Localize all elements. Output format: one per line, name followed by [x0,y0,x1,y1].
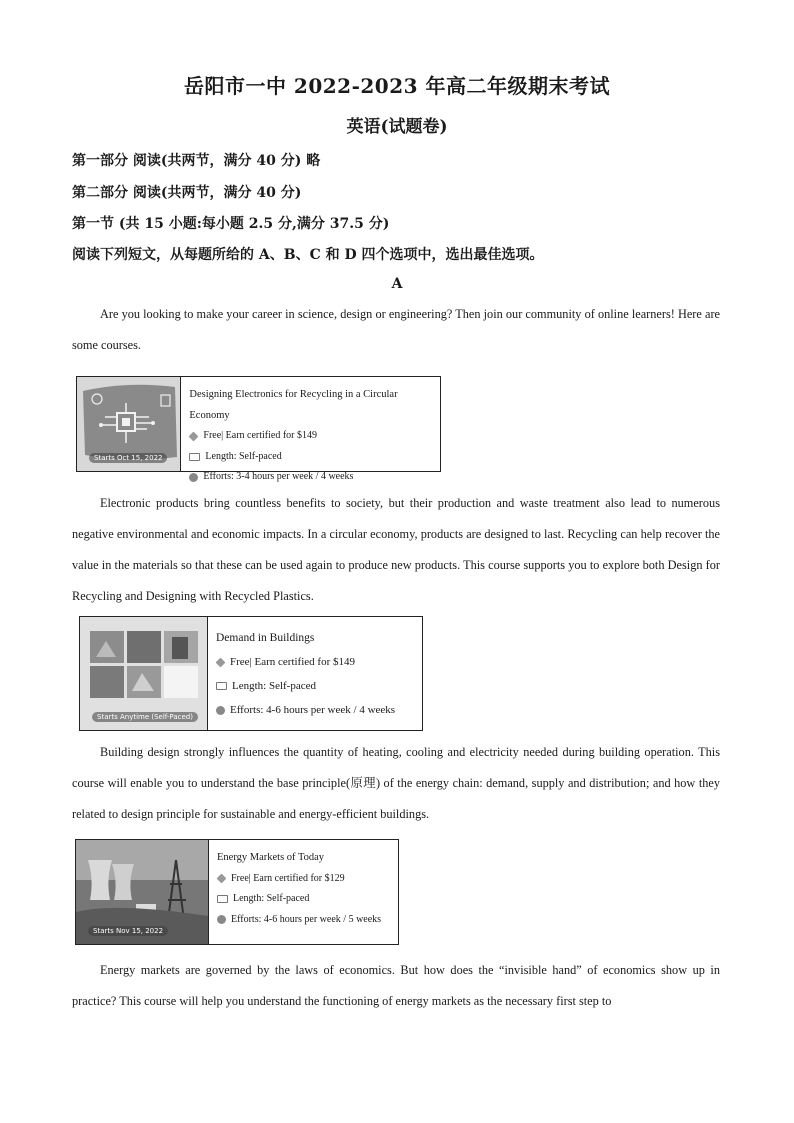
section1-heading: 第一节 (共 15 小题:每小题 2.5 分,满分 37.5 分) [72,216,390,232]
intro-text: Are you looking to make your career in science, design or engineering? Then join our community of online learners! Here are some courses. [72,307,720,352]
course-description-text-1: Electronic products bring countless benefits to society, but their production and waste treatment also lead to numerous negative environmental and economic impacts. In a circular economy, products are designed to last. Recycling can help recover the value in the materials so that these can be used again to produce new products. This course supports you to explore both Design for Recycling and Designing with Recycled Plastics. [72,496,720,603]
course-thumbnail-1 [77,377,181,471]
intro-paragraph [72,299,720,361]
exam-title: 岳阳市一中 2022-2023 年高二年级期末考试 [183,74,611,98]
course-price-1: Free| Earn certified for $149 [203,430,318,441]
course-title-1: Designing Electronics for Recycling in a Circular Economy [189,389,398,421]
course-price-2: Free| Earn certified for $149 [230,656,355,668]
course-card-3 [75,839,399,945]
course-start-label-2: Starts Anytime (Self-Paced) [92,712,198,722]
course-description-2 [72,737,720,830]
passage-letter: A [391,276,403,292]
course-effort-3: Efforts: 4-6 hours per week / 5 weeks [231,913,382,925]
course-title-3: Energy Markets of Today [217,852,325,863]
price-tag-icon [216,657,226,667]
course-length-1: Length: Self-paced [205,450,282,462]
course-price-3: Free| Earn certified for $129 [231,872,345,884]
exam-subtitle: 英语(试题卷) [346,117,448,137]
calendar-icon [189,453,200,461]
part1-heading: 第一部分 阅读(共两节，满分 40 分) 略 [72,153,321,169]
instruction-text: 阅读下列短文，从每题所给的 A、B、C 和 D 四个选项中，选出最佳选项。 [72,247,544,263]
clock-icon [216,706,225,715]
course-card-1 [76,376,441,482]
course-description-text-2: Building design strongly influences the quantity of heating, cooling and electricity needed during building operation. This course will enable you to understand the base principle(原理) of the energy chain: demand, supply and distribution; and how they related to design principle for sustainable and energy-efficient buildings. [72,745,720,821]
course-info-2 [208,617,403,730]
course-length-2: Length: Self-paced [232,680,316,692]
course-description-3 [72,955,720,1017]
price-tag-icon [217,874,227,884]
course-info-1 [181,377,440,482]
course-start-label-3: Starts Nov 15, 2022 [88,926,168,936]
clock-icon [189,473,198,482]
course-effort-1: Efforts: 3-4 hours per week / 4 weeks [203,471,354,482]
clock-icon [217,915,226,924]
course-length-3: Length: Self-paced [233,893,310,904]
course-title-2: Demand in Buildings [216,632,315,644]
course-effort-2: Efforts: 4-6 hours per week / 4 weeks [230,704,396,716]
course-description-text-3: Energy markets are governed by the laws of economics. But how does the “invisible hand” of economics show up in practice? This course will help you understand the functioning of energy markets as the necessary first step to [72,963,720,1008]
course-description-1 [72,488,720,612]
course-start-label-1: Starts Oct 15, 2022 [89,453,167,463]
course-thumbnail-3 [76,840,209,944]
course-thumbnail-2 [80,617,208,730]
calendar-icon [217,895,228,903]
part2-heading: 第二部分 阅读(共两节，满分 40 分) [72,185,302,201]
price-tag-icon [189,431,199,441]
course-info-3 [209,840,389,944]
course-card-2 [79,616,423,731]
calendar-icon [216,682,227,690]
